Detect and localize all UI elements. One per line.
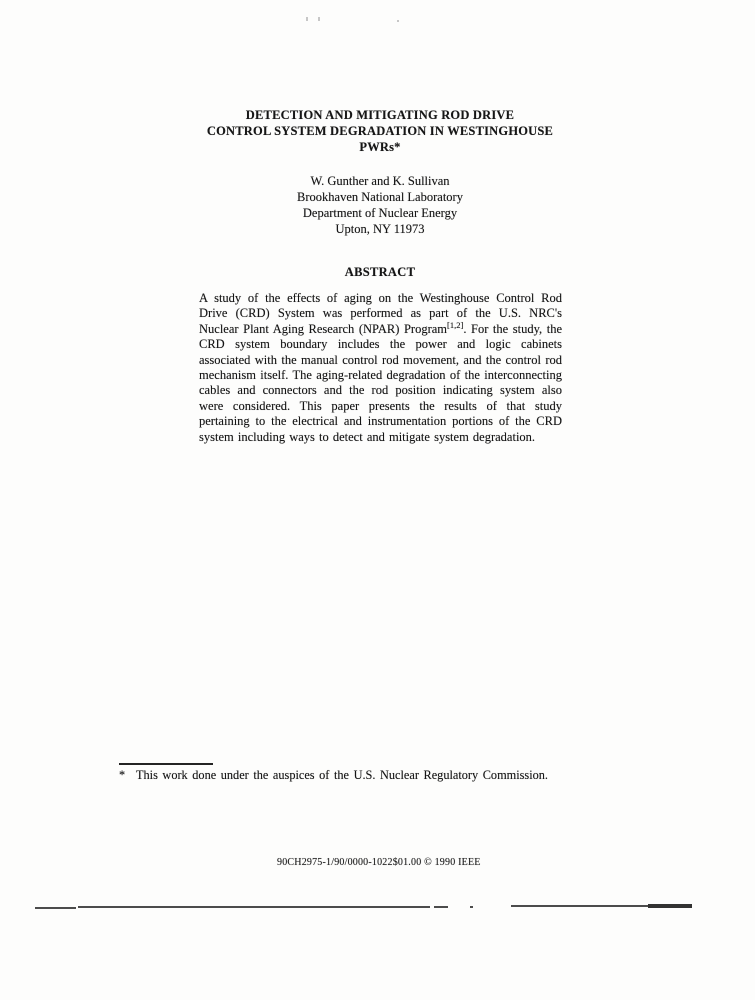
abstract-text-before-reference: A study of the effects of aging on the Westinghouse Control Rod Drive (CRD) System was performed as part of the U.S. NRC's Nuclear Plant Aging Research (NPAR) Program	[199, 291, 562, 336]
address-line: Upton, NY 11973	[335, 222, 425, 236]
scan-artifact-line	[78, 906, 430, 908]
department-line: Department of Nuclear Energy	[302, 206, 458, 220]
abstract-text-after-reference: . For the study, the CRD system boundary includes the power and logic cabinets associated with the manual control rod movement, and the control rod mechanism itself. The aging-related degradation of the interconnecting cables and connectors and the rod position indicating system also were considered. This paper presents the results of that study pertaining to the electrical and instrumentation portions of the CRD system including ways to detect and mitigate system degradation.	[199, 321, 562, 444]
paper-title	[199, 107, 561, 155]
paper-title-line1: DETECTION AND MITIGATING ROD DRIVE	[245, 108, 515, 122]
abstract-heading: ABSTRACT	[344, 265, 416, 279]
footnote	[119, 768, 699, 783]
scan-artifact-line	[470, 906, 473, 908]
footnote-text: This work done under the auspices of the U.S. Nuclear Regulatory Commission.	[136, 768, 548, 782]
footnote-marker: *	[119, 768, 126, 782]
paper-title-line2: CONTROL SYSTEM DEGRADATION IN WESTINGHOUSE PWRs*	[206, 124, 554, 154]
author-line: W. Gunther and K. Sullivan	[310, 174, 450, 188]
abstract-paragraph	[199, 291, 562, 445]
scan-artifact-line	[648, 904, 692, 908]
reference-superscript: [1,2]	[447, 319, 464, 330]
scan-artifact-line	[35, 907, 76, 909]
scan-speck	[318, 17, 320, 21]
scan-artifact-line	[434, 906, 448, 908]
copyright-line: 90CH2975-1/90/0000-1022$01.00 © 1990 IEEE	[277, 857, 481, 868]
scan-speck	[306, 17, 308, 21]
scan-speck	[397, 20, 399, 22]
author-block	[199, 173, 561, 237]
affiliation-line: Brookhaven National Laboratory	[297, 190, 463, 204]
footnote-rule	[119, 763, 213, 765]
